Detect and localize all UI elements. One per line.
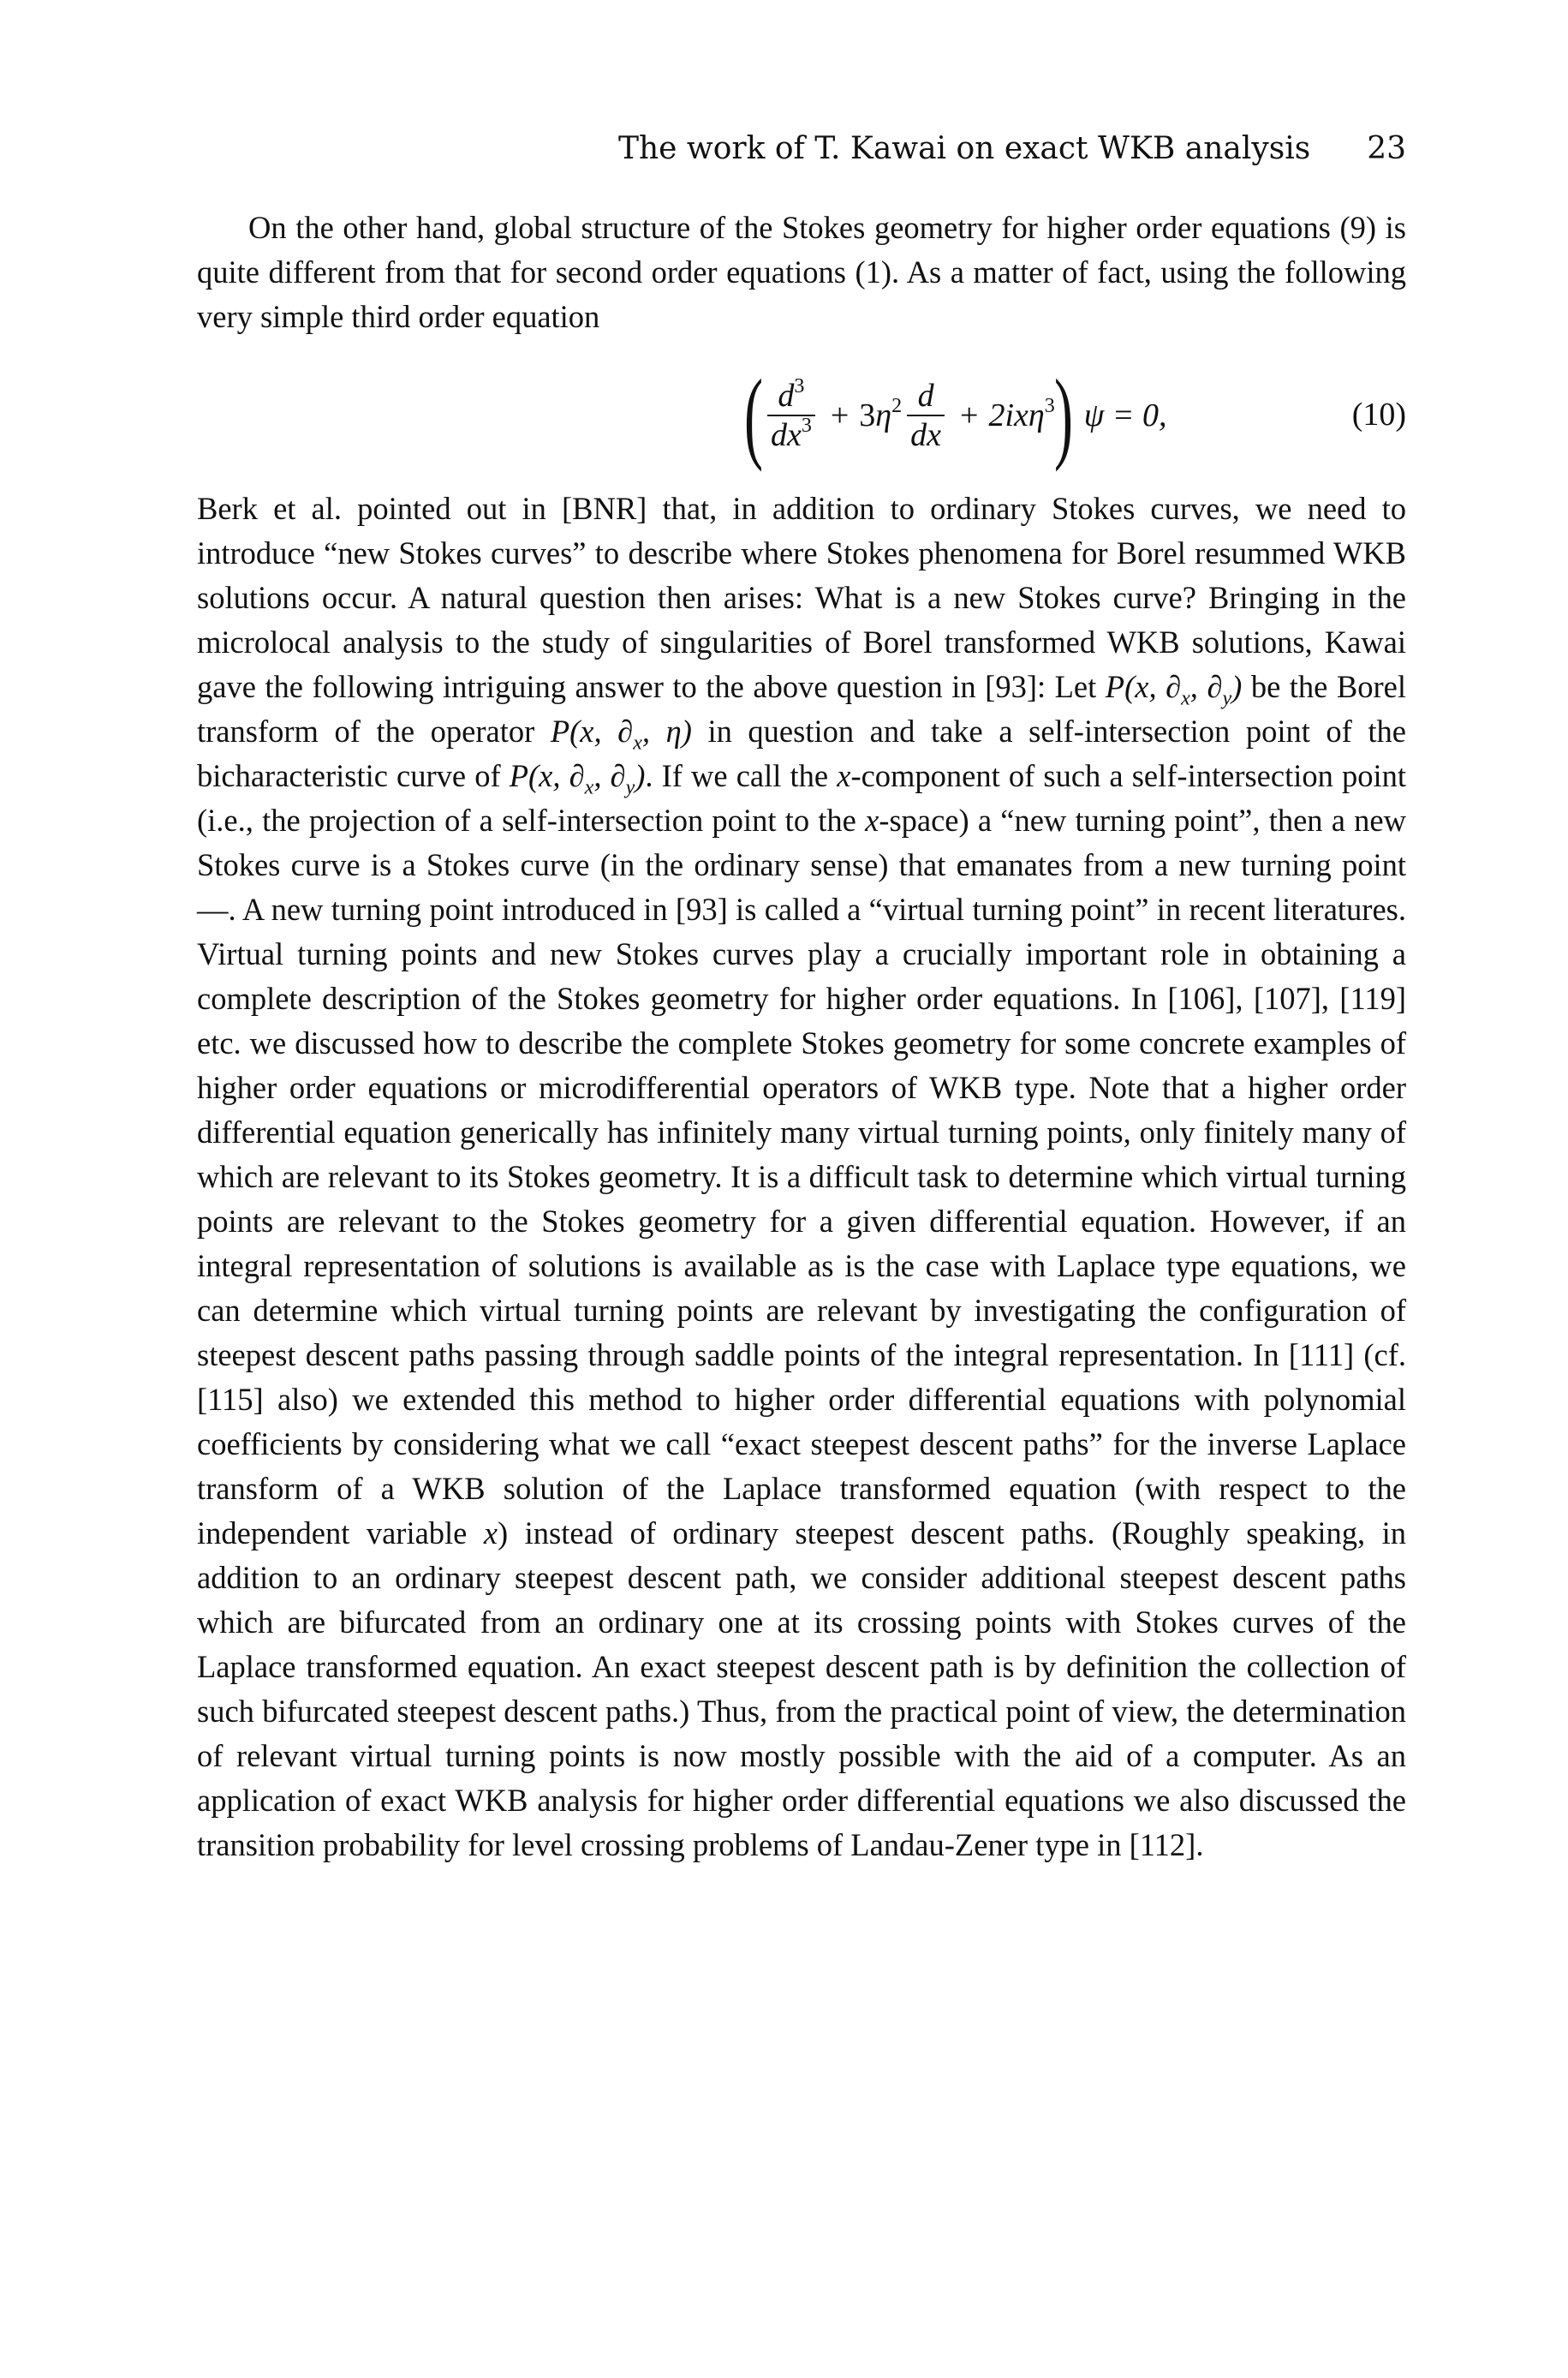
- equation-10: [197, 360, 1406, 471]
- fraction-d-dx: [907, 377, 945, 454]
- plus-sign: +: [960, 397, 979, 433]
- fraction-denominator: dx: [907, 415, 945, 454]
- coefficient: $3\eta^2$: [859, 395, 903, 433]
- equation-rhs: ψ = 0,: [1083, 397, 1167, 433]
- fraction-d3-dx3: [767, 377, 815, 454]
- fraction-denominator: $dx^3$: [767, 415, 815, 454]
- paragraph-2: Berk et al. pointed out in [BNR] that, in addition to ordinary Stokes curves, we need to introduce “new Stokes curves” to describe where Stokes phenomena for Borel resummed WKB solutions occur. A natural question then arises: What is a new Stokes curve? Bringing in the microlocal analysis to the study of singularities of Borel transformed WKB solutions, Kawai gave the following intriguing answer to the above question in [93]: Let P(x, $\partial_x$, $\partial_y$) be the Borel transform of the operator P(x, $\partial_x$, η) in question and take a self-intersection point of the bicharacteristic curve of P(x, $\partial_x$, $\partial_y$). If we call the x-component of such a self-intersection point (i.e., the projection of a self-intersection point to the x-space) a “new turning point”, then a new Stokes curve is a Stokes curve (in the ordinary sense) that emanates from a new turning point —. A new turning point introduced in [93] is called a “virtual turning point” in recent literatures. Virtual turning points and new Stokes curves play a crucially important role in obtaining a complete description of the Stokes geometry for higher order equations. In [106], [107], [119] etc. we discussed how to describe the complete Stokes geometry for some concrete examples of higher order equations or microdifferential operators of WKB type. Note that a higher order differential equation generically has infinitely many virtual turning points, only finitely many of which are relevant to its Stokes geometry. It is a difficult task to determine which virtual turning points are relevant to the Stokes geometry for a given differential equation. However, if an integral representation of solutions is available as is the case with Laplace type equations, we can determine which virtual turning points are relevant by investigating the configuration of steepest descent paths passing through saddle points of the integral representation. In [111] (cf. [115] also) we extended this method to higher order differential equations with polynomial coefficients by considering what we call “exact steepest descent paths” for the inverse Laplace transform of a WKB solution of the Laplace transformed equation (with respect to the independent variable x) instead of ordinary steepest descent paths. (Roughly speaking, in addition to an ordinary steepest descent path, we consider additional steepest descent paths which are bifurcated from an ordinary one at its crossing points with Stokes curves of the Laplace transformed equation. An exact steepest descent path is by definition the collection of such bifurcated steepest descent paths.) Thus, from the practical point of view, the determination of relevant virtual turning points is now mostly possible with the aid of a computer. As an application of exact WKB analysis for higher order differential equations we also discussed the transition probability for level crossing problems of Landau-Zener type in [112].: [197, 491, 1407, 1862]
- equation-body: [745, 360, 1166, 471]
- fraction-numerator: d: [917, 378, 934, 414]
- running-head: [197, 130, 1406, 168]
- right-paren: ): [1053, 358, 1073, 472]
- page-number: 23: [1367, 131, 1406, 166]
- left-paren: (: [743, 358, 763, 472]
- fraction-numerator: $d^3$: [778, 375, 805, 414]
- running-title: The work of T. Kawai on exact WKB analysis: [617, 131, 1311, 166]
- paragraph-1: On the other hand, global structure of the Stokes geometry for higher order equations (9) is quite different from that for second order equations (1). As a matter of fact, using the following very simple third order equation: [197, 210, 1406, 334]
- third-term: 2ixη$^3$: [988, 395, 1055, 433]
- plus-sign: +: [830, 397, 850, 433]
- equation-number: (10): [1351, 397, 1406, 433]
